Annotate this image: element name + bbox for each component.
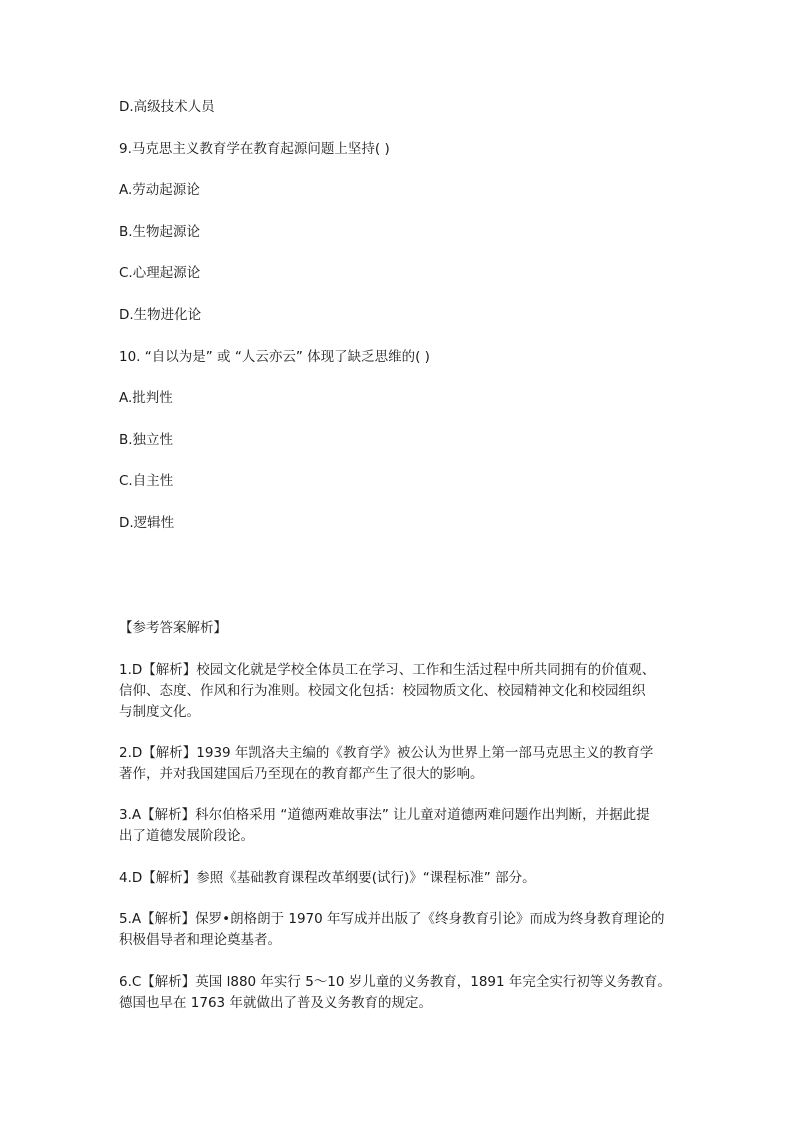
answer-1-line: 信仰、态度、作风和行为准则。校园文化包括：校园物质文化、校园精神文化和校园组织	[119, 683, 646, 699]
q10-option-a: A.批判性	[119, 390, 173, 406]
answer-5-line: 5.A【解析】保罗•朗格朗于 1970 年写成并出版了《终身教育引论》而成为终身教育理论的	[119, 911, 665, 927]
q10-stem: 10. “自以为是” 或 “人云亦云” 体现了缺乏思维的( )	[119, 349, 430, 365]
q9-option-a: A.劳动起源论	[119, 182, 200, 198]
q10-option-c: C.自主性	[119, 473, 174, 489]
q9-option-d: D.生物进化论	[119, 307, 202, 323]
q10-option-b: B.独立性	[119, 432, 174, 448]
answer-1	[119, 660, 679, 723]
answer-4-line: 4.D【解析】参照《基础教育课程改革纲要(试行)》“课程标准” 部分。	[119, 870, 536, 886]
answer-3	[119, 805, 679, 847]
answer-2-line: 著作，并对我国建国后乃至现在的教育都产生了很大的影响。	[119, 766, 484, 782]
q9-option-b: B.生物起源论	[119, 224, 201, 240]
answer-6-line: 6.C【解析】英国 l880 年实行 5～10 岁儿童的义务教育，1891 年完全实行初等义务教育。	[119, 974, 671, 990]
answer-6-line: 德国也早在 1763 年就做出了普及义务教育的规定。	[119, 995, 432, 1011]
answers-heading: 【参考答案解析】	[119, 620, 227, 636]
q9-stem: 9.马克思主义教育学在教育起源问题上坚持( )	[119, 141, 390, 157]
answer-3-line: 出了道德发展阶段论。	[119, 828, 254, 844]
answer-6	[119, 972, 679, 1014]
q9-option-c: C.心理起源论	[119, 265, 201, 281]
answer-5	[119, 909, 679, 951]
answer-2	[119, 743, 679, 785]
answer-3-line: 3.A【解析】科尔伯格采用 “道德两难故事法” 让儿童对道德两难问题作出判断，并据此提	[119, 807, 650, 823]
q10-option-d: D.逻辑性	[119, 515, 175, 531]
answer-5-line: 积极倡导者和理论奠基者。	[119, 932, 281, 948]
answer-1-line: 1.D【解析】校园文化就是学校全体员工在学习、工作和生活过程中所共同拥有的价值观、	[119, 662, 656, 678]
answer-1-line: 与制度文化。	[119, 704, 200, 720]
q8-option-d: D.高级技术人员	[119, 99, 215, 115]
answer-2-line: 2.D【解析】1939 年凯洛夫主编的《教育学》被公认为世界上第一部马克思主义的教育学	[119, 745, 654, 761]
answer-4	[119, 868, 679, 889]
